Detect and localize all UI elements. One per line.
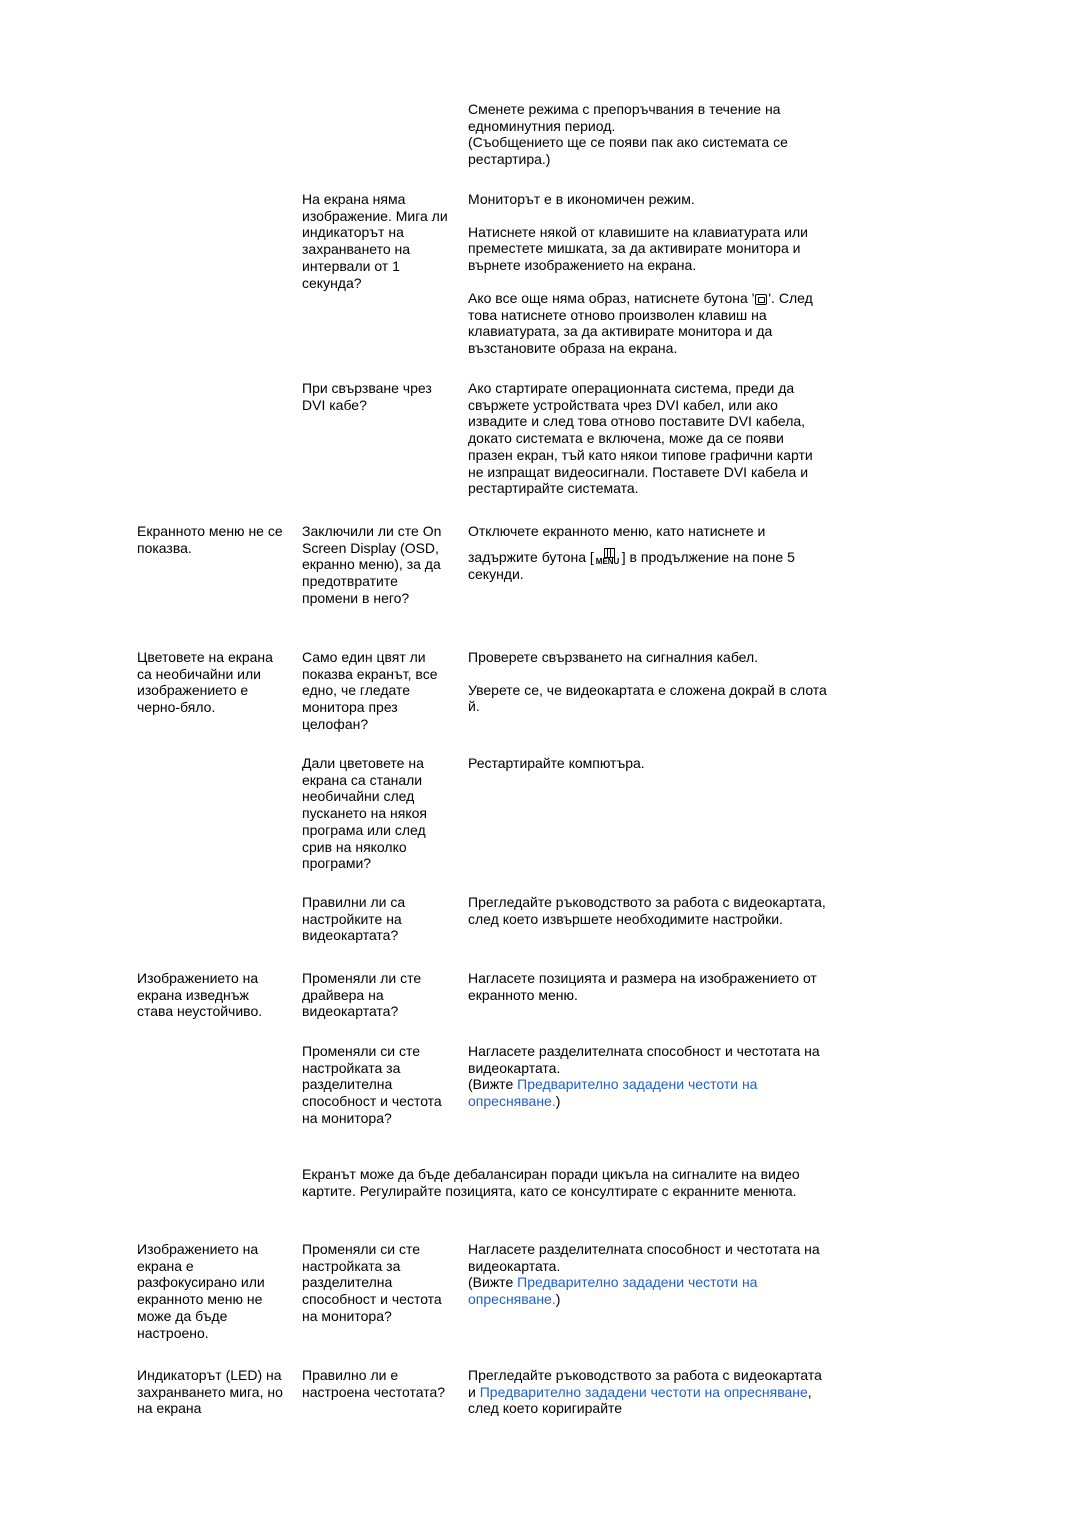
check-question: Само един цвят ли показва екранът, все едно, че гледате монитора през целофан? [302, 649, 438, 732]
answer-text [468, 290, 830, 357]
note-text: Екранът може да бъде дебалансиран поради цикъла на сигналите на видео картите. Регулирайте позицията, като се консултирате с екранните менюта. [302, 1166, 800, 1199]
answer-cell [468, 523, 830, 582]
answer-cell [468, 191, 830, 357]
check-question: Заключили ли сте On Screen Display (OSD, екранно меню), за да предотвратите промени в него? [302, 523, 442, 606]
check-question: Правилни ли са настройките на видеокартата? [302, 894, 406, 944]
answer-text: Ако стартирате операционната система, преди да свържете устройствата чрез DVI кабел, или ако извадите и след това отново поставите DVI кабела, докато системата е включена, може да се появи празен екран, тъй като някои типове графични карти не изпращат видеосигнали. Поставете DVI кабела и рестартирайте системата. [468, 380, 813, 497]
answer-text-part: ) [555, 1291, 561, 1308]
answer-text: Нагласете позицията и размера на изображението от екранното меню. [468, 970, 817, 1003]
answer-text: Отключете екранното меню, като натиснете и [468, 523, 766, 539]
answer-text [468, 1367, 830, 1417]
answer-text-part: Ако все още няма образ, натиснете бутона ' [468, 289, 755, 306]
answer-text: Прегледайте ръководството за работа с видеокартата, след което извършете необходимите настройки. [468, 894, 826, 927]
menu-button-icon [595, 548, 621, 566]
source-input-icon [755, 294, 767, 305]
answer-text: Уверете се, че видеокартата е сложена докрай в слота й. [468, 681, 827, 715]
symptom-label: Индикаторът (LED) на захранването мига, но на екрана [137, 1367, 283, 1417]
answer-cell [468, 649, 830, 715]
answer-text-part: , след което коригирайте [468, 1383, 812, 1417]
answer-text: Проверете свързването на сигналния кабел. [468, 649, 759, 665]
answer-text: Нагласете разделителната способност и честотата на видеокартата. [468, 1241, 820, 1274]
check-question: Правилно ли е настроена честотата? [302, 1367, 446, 1400]
symptom-label: Цветовете на екрана са необичайни или изображението е черно-бяло. [137, 649, 273, 716]
refresh-rates-link[interactable]: Предварително зададени честоти на опресняване. [468, 1076, 758, 1110]
answer-text: Мониторът е в икономичен режим. [468, 191, 695, 207]
symptom-label: Изображението на екрана изведнъж става неустойчиво. [137, 970, 263, 1020]
answer-text-part: ) [555, 1093, 561, 1110]
answer-text-part: '. След това натиснете отново произволен клавиш на клавиатурата, за да активирате монитора и да възстановите образа на екрана. [468, 289, 813, 356]
symptom-label: Екранното меню не се показва. [137, 523, 283, 556]
menu-icon-label: MENU [595, 556, 620, 566]
answer-text: Сменете режима с препоръчвания в течение на едноминутния период. [468, 101, 781, 134]
answer-text-part: (Вижте [468, 1076, 518, 1093]
answer-cell [468, 1241, 830, 1308]
answer-cell [468, 1043, 830, 1110]
answer-text-part: Прегледайте ръководството за работа с видеокартата и [468, 1367, 822, 1400]
check-question: Променяли ли сте драйвера на видеокартата? [302, 970, 422, 1020]
answer-text: Рестартирайте компютъра. [468, 755, 645, 771]
answer-cell [468, 101, 830, 168]
answer-text-part: ] в продължение на поне 5 секунди. [468, 548, 795, 582]
check-question: Дали цветовете на екрана са станали необичайни след пускането на някоя програма или след срив на няколко програми? [302, 755, 427, 872]
refresh-rates-link[interactable]: Предварително зададени честоти на опресняване. [468, 1274, 758, 1308]
check-question: На екрана няма изображение. Мига ли индикаторът на захранването на интервали от 1 секунда? [302, 191, 448, 291]
answer-text: Натиснете някой от клавишите на клавиатурата или преместете мишката, за да активирате монитора и върнете изображението на екрана. [468, 223, 808, 274]
answer-text: Нагласете разделителната способност и честотата на видеокартата. [468, 1043, 820, 1076]
answer-text [468, 548, 830, 583]
check-question: При свързване чрез DVI кабе? [302, 380, 432, 413]
check-question: Променяли си сте настройката за разделителна способност и честота на монитора? [302, 1043, 442, 1126]
refresh-rates-link[interactable]: Предварително зададени честоти на опресняване [479, 1383, 808, 1400]
answer-text: (Съобщението ще се появи пак ако системата се рестартира.) [468, 134, 788, 168]
answer-text-part: задържите бутона [ [468, 548, 594, 565]
check-question: Променяли си сте настройката за разделителна способност и честота на монитора? [302, 1241, 442, 1324]
answer-text-part: (Вижте [468, 1274, 518, 1291]
answer-text [468, 1076, 830, 1109]
symptom-label: Изображението на екрана е разфокусирано или екранното меню не може да бъде настроено. [137, 1241, 265, 1341]
answer-text [468, 1274, 830, 1307]
